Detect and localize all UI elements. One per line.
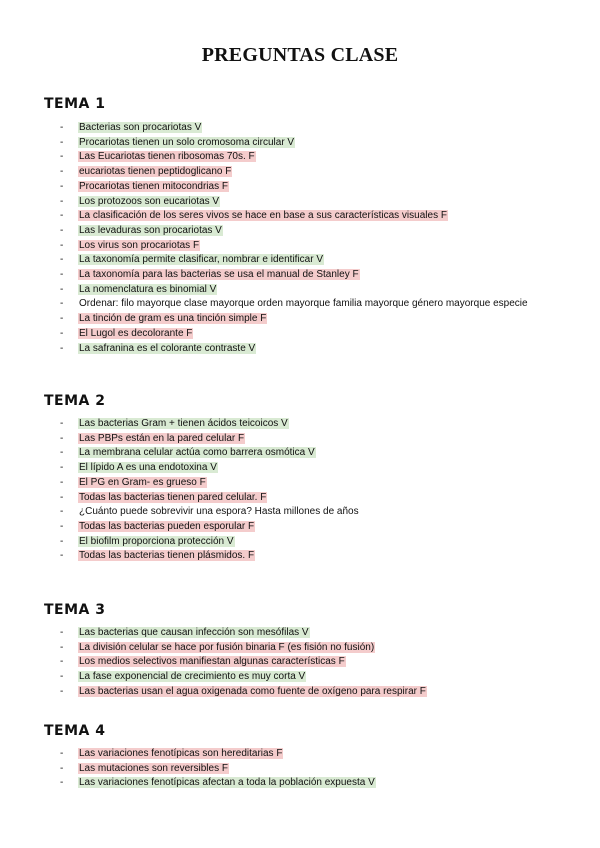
bullet-dash: -	[60, 283, 64, 295]
question-highlight: Todas las bacterias tienen plásmidos. F	[79, 550, 255, 562]
question-highlight: El PG en Gram- es grueso F	[79, 476, 206, 488]
section-heading: TEMA 3	[44, 602, 106, 618]
bullet-dash: -	[60, 627, 64, 638]
question-highlight: Los virus son procariotas F	[79, 239, 200, 251]
list-item	[0, 505, 600, 520]
list-item	[0, 641, 600, 656]
question-list	[0, 626, 600, 700]
question-list	[0, 747, 600, 791]
list-item	[0, 626, 600, 641]
question-text	[78, 327, 548, 342]
question-list	[0, 121, 600, 356]
question-highlight: Ordenar: filo mayorque clase mayorque orden mayorque familia mayorque género mayorque especie	[79, 298, 528, 310]
question-text	[78, 432, 548, 447]
list-item	[0, 491, 600, 506]
question-text	[78, 461, 548, 476]
bullet-dash: -	[60, 136, 64, 148]
question-highlight: eucariotas tienen peptidoglicano F	[79, 166, 232, 178]
question-highlight: El lípido A es una endotoxina V	[79, 462, 217, 474]
question-text	[78, 776, 548, 791]
question-highlight: La tinción de gram es una tinción simple F	[79, 313, 267, 325]
bullet-dash: -	[60, 462, 64, 474]
question-text	[78, 549, 548, 564]
question-text	[78, 121, 548, 136]
list-item	[0, 520, 600, 535]
question-highlight: La fase exponencial de crecimiento es muy corta V	[79, 671, 306, 683]
bullet-dash: -	[60, 491, 64, 503]
list-item	[0, 165, 600, 180]
bullet-dash: -	[60, 269, 64, 281]
question-text	[78, 670, 548, 685]
list-item	[0, 776, 600, 791]
question-highlight: Las bacterias usan el agua oxigenada como fuente de oxígeno para respirar F	[79, 685, 426, 697]
question-highlight: Las bacterias Gram + tienen ácidos teicoicos V	[79, 418, 288, 429]
bullet-dash: -	[60, 550, 64, 562]
question-highlight: Las mutaciones son reversibles F	[79, 762, 228, 774]
bullet-dash: -	[60, 151, 64, 163]
question-text	[78, 180, 548, 195]
bullet-dash: -	[60, 298, 64, 310]
list-item	[0, 327, 600, 342]
bullet-dash: -	[60, 224, 64, 236]
question-text	[78, 641, 548, 656]
list-item	[0, 121, 600, 136]
question-text	[78, 195, 548, 210]
list-item	[0, 685, 600, 700]
bullet-dash: -	[60, 671, 64, 683]
question-text	[78, 535, 548, 550]
bullet-dash: -	[60, 195, 64, 207]
list-item	[0, 268, 600, 283]
bullet-dash: -	[60, 447, 64, 459]
question-highlight: ¿Cuánto puede sobrevivir una espora? Hasta millones de años	[79, 506, 359, 518]
question-highlight: La safranina es el colorante contraste V	[79, 342, 256, 354]
question-highlight: Todas las bacterias pueden esporular F	[79, 520, 255, 532]
question-highlight: Los protozoos son eucariotas V	[79, 195, 220, 207]
bullet-dash: -	[60, 641, 64, 653]
bullet-dash: -	[60, 476, 64, 488]
list-item	[0, 150, 600, 165]
question-highlight: Las variaciones fenotípicas son hereditarias F	[79, 748, 283, 759]
question-text	[78, 136, 548, 151]
question-highlight: La taxonomía permite clasificar, nombrar e identificar V	[79, 254, 323, 266]
list-item	[0, 283, 600, 298]
bullet-dash: -	[60, 656, 64, 668]
question-text	[78, 505, 548, 520]
list-item	[0, 342, 600, 357]
bullet-dash: -	[60, 210, 64, 222]
question-text	[78, 165, 548, 180]
list-item	[0, 535, 600, 550]
bullet-dash: -	[60, 313, 64, 325]
question-text	[78, 476, 548, 491]
question-highlight: Las variaciones fenotípicas afectan a toda la población expuesta V	[79, 777, 375, 789]
list-item	[0, 747, 600, 762]
question-highlight: La membrana celular actúa como barrera osmótica V	[79, 447, 315, 459]
page-title: PREGUNTAS CLASE	[201, 44, 399, 66]
list-item	[0, 253, 600, 268]
question-text	[78, 491, 548, 506]
bullet-dash: -	[60, 762, 64, 774]
bullet-dash: -	[60, 122, 64, 133]
question-highlight: Las bacterias que causan infección son mesófilas V	[79, 627, 309, 638]
list-item	[0, 239, 600, 254]
question-text	[78, 283, 548, 298]
list-item	[0, 670, 600, 685]
question-highlight: La clasificación de los seres vivos se hace en base a sus características visuales F	[79, 210, 447, 222]
list-item	[0, 461, 600, 476]
bullet-dash: -	[60, 432, 64, 444]
question-text	[78, 747, 548, 762]
list-item	[0, 446, 600, 461]
question-highlight: Todas las bacterias tienen pared celular. F	[79, 491, 267, 503]
question-text	[78, 342, 548, 357]
question-text	[78, 446, 548, 461]
bullet-dash: -	[60, 777, 64, 789]
bullet-dash: -	[60, 239, 64, 251]
question-text	[78, 209, 548, 224]
bullet-dash: -	[60, 254, 64, 266]
question-text	[78, 297, 548, 312]
list-item	[0, 549, 600, 564]
question-list	[0, 417, 600, 564]
question-highlight: Procariotas tienen un solo cromosoma circular V	[79, 136, 295, 148]
question-highlight: La división celular se hace por fusión binaria F (es fisión no fusión)	[79, 641, 375, 653]
bullet-dash: -	[60, 748, 64, 759]
question-text	[78, 253, 548, 268]
question-text	[78, 417, 548, 432]
list-item	[0, 312, 600, 327]
list-item	[0, 476, 600, 491]
question-text	[78, 224, 548, 239]
section-heading: TEMA 1	[44, 96, 106, 112]
bullet-dash: -	[60, 535, 64, 547]
section-heading: TEMA 4	[44, 723, 106, 739]
list-item	[0, 209, 600, 224]
question-text	[78, 268, 548, 283]
question-text	[78, 312, 548, 327]
list-item	[0, 655, 600, 670]
question-highlight: Las Eucariotas tienen ribosomas 70s. F	[79, 151, 255, 163]
question-highlight: El Lugol es decolorante F	[79, 327, 193, 339]
question-highlight: Bacterias son procariotas V	[79, 122, 202, 133]
list-item	[0, 136, 600, 151]
question-highlight: Las levaduras son procariotas V	[79, 224, 222, 236]
question-highlight: El biofilm proporciona protección V	[79, 535, 234, 547]
question-text	[78, 239, 548, 254]
question-highlight: La nomenclatura es binomial V	[79, 283, 217, 295]
question-text	[78, 762, 548, 777]
list-item	[0, 432, 600, 447]
list-item	[0, 224, 600, 239]
question-highlight: Los medios selectivos manifiestan algunas características F	[79, 656, 345, 668]
section-heading: TEMA 2	[44, 393, 106, 409]
question-highlight: La taxonomía para las bacterias se usa el manual de Stanley F	[79, 269, 359, 281]
list-item	[0, 180, 600, 195]
bullet-dash: -	[60, 418, 64, 429]
question-text	[78, 520, 548, 535]
bullet-dash: -	[60, 520, 64, 532]
question-text	[78, 685, 548, 700]
bullet-dash: -	[60, 342, 64, 354]
bullet-dash: -	[60, 506, 64, 518]
question-text	[78, 150, 548, 165]
list-item	[0, 417, 600, 432]
list-item	[0, 297, 600, 312]
question-text	[78, 655, 548, 670]
bullet-dash: -	[60, 327, 64, 339]
question-highlight: Procariotas tienen mitocondrias F	[79, 180, 228, 192]
bullet-dash: -	[60, 685, 64, 697]
bullet-dash: -	[60, 166, 64, 178]
list-item	[0, 195, 600, 210]
question-highlight: Las PBPs están en la pared celular F	[79, 432, 245, 444]
question-text	[78, 626, 548, 641]
bullet-dash: -	[60, 180, 64, 192]
list-item	[0, 762, 600, 777]
